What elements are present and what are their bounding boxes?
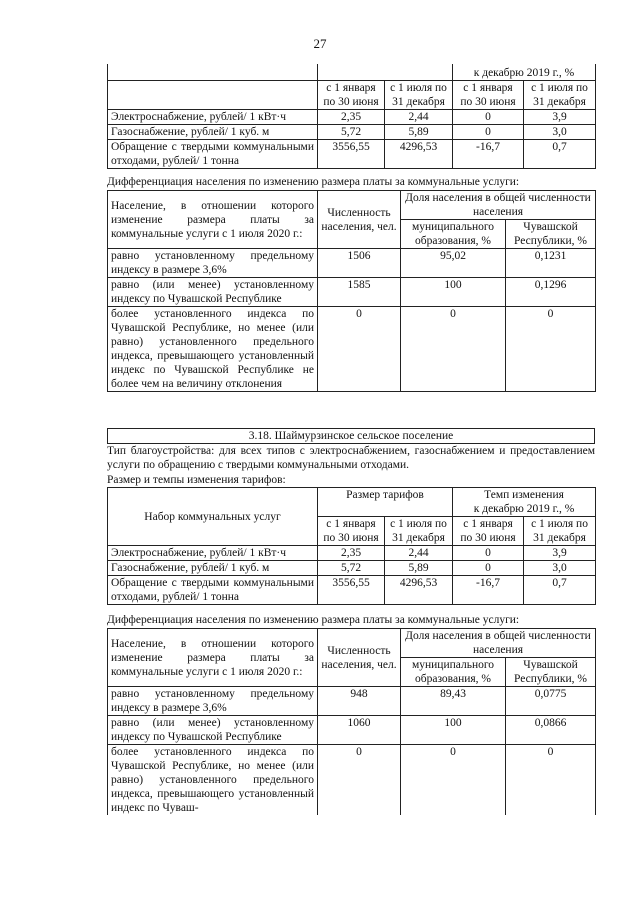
service-name: Электроснабжение, рублей/ 1 кВт·ч — [108, 110, 318, 125]
population-header: Население, в отношении которого изменение размера платы за коммунальные услуги с 1 июля 2020 г.: — [108, 629, 318, 687]
table-row — [108, 140, 596, 169]
tariff-period-row — [108, 81, 596, 110]
service-name: Газоснабжение, рублей/ 1 куб. м — [108, 125, 318, 140]
service-name: Электроснабжение, рублей/ 1 кВт·ч — [108, 546, 318, 561]
tariff-value: 4296,53 — [385, 140, 453, 169]
diff-share-mun: 100 — [401, 716, 506, 745]
table-row — [108, 278, 596, 307]
period-header: с 1 января по 30 июня — [318, 517, 385, 546]
diff-share-mun: 89,43 — [401, 687, 506, 716]
tariff-value: 3556,55 — [318, 140, 385, 169]
table-row — [108, 307, 596, 392]
section-title: 3.18. Шаймурзинское сельское поселение — [107, 428, 595, 444]
tariff-table-b — [107, 487, 596, 605]
tariff-value: 2,44 — [385, 110, 453, 125]
rate-value: 3,9 — [524, 110, 596, 125]
table-row — [108, 110, 596, 125]
rate-value: 3,0 — [524, 561, 596, 576]
diff-count: 1585 — [318, 278, 401, 307]
tariff-value: 5,89 — [385, 125, 453, 140]
diff-table-a — [107, 190, 596, 392]
diff-count: 0 — [318, 745, 401, 816]
table-row — [108, 687, 596, 716]
service-name: Газоснабжение, рублей/ 1 куб. м — [108, 561, 318, 576]
population-header: Население, в отношении которого изменение размера платы за коммунальные услуги с 1 июля 2020 г.: — [108, 191, 318, 249]
period-header: с 1 января по 30 июня — [453, 81, 524, 110]
diff-share-rep: 0 — [506, 745, 596, 816]
rate-group-label: к декабрю 2019 г., % — [473, 67, 575, 79]
diff-share-mun: 95,02 — [401, 249, 506, 278]
diff-share-mun: 0 — [401, 745, 506, 816]
diff-share-rep: 0,0775 — [506, 687, 596, 716]
service-header-cell — [108, 81, 318, 110]
table-row — [108, 561, 596, 576]
period-header: с 1 июля по 31 декабря — [385, 81, 453, 110]
tariff-value: 2,35 — [318, 546, 385, 561]
diff-share-rep: 0,1231 — [506, 249, 596, 278]
diff-label: равно (или менее) установленному индексу по Чувашской Республике — [108, 716, 318, 745]
period-header: с 1 июля по 31 декабря — [524, 81, 596, 110]
diff-title: Дифференциация населения по изменению размера платы за коммунальные услуги: — [107, 176, 520, 188]
diff-label: более установленного индекса по Чувашской Республике, но менее (или равно) установленного предельного индекса, превышающего установленный индекс по Чувашской Республике не более чем на величину отклонения — [108, 307, 318, 392]
rate-value: -16,7 — [453, 140, 524, 169]
diff-title: Дифференциация населения по изменению размера платы за коммунальные услуги: — [107, 614, 520, 626]
diff-share-rep: 0,0866 — [506, 716, 596, 745]
table-row — [108, 716, 596, 745]
size-group-header: Размер тарифов — [318, 488, 453, 517]
table-row — [108, 576, 596, 605]
page-number: 27 — [313, 36, 327, 51]
type-text: Тип благоустройства: для всех типов с электроснабжением, газоснабжением и предоставлением услуги по обращению с твердыми коммунальными отходами. — [107, 445, 595, 471]
diff-share-rep: 0 — [506, 307, 596, 392]
tariff-header-row — [108, 488, 596, 517]
tariff-value: 4296,53 — [385, 576, 453, 605]
period-header: с 1 июля по 31 декабря — [524, 517, 596, 546]
service-header-cell — [108, 64, 318, 81]
diff-share-rep: 0,1296 — [506, 278, 596, 307]
table-row — [108, 249, 596, 278]
size-header-cell — [318, 64, 453, 81]
tariff-value: 2,35 — [318, 110, 385, 125]
diff-label: более установленного индекса по Чувашской Республике, но менее (или равно) установленного предельного индекса, превышающего установленный индекс по Чуваш- — [108, 745, 318, 816]
share-mun-header: муниципального образования, % — [401, 220, 506, 249]
share-mun-header: муниципального образования, % — [401, 658, 506, 687]
service-name: Обращение с твердыми коммунальными отходами, рублей/ 1 тонна — [108, 140, 318, 169]
service-header: Набор коммунальных услуг — [108, 488, 318, 546]
diff-count: 0 — [318, 307, 401, 392]
service-name: Обращение с твердыми коммунальными отходами, рублей/ 1 тонна — [108, 576, 318, 605]
diff-count: 1506 — [318, 249, 401, 278]
diff-count: 948 — [318, 687, 401, 716]
diff-table-b — [107, 628, 596, 815]
table-row — [108, 745, 596, 816]
rate-header-cell — [453, 64, 596, 81]
share-rep-header: Чувашской Республики, % — [506, 658, 596, 687]
diff-share-mun: 0 — [401, 307, 506, 392]
diff-count: 1060 — [318, 716, 401, 745]
table-row — [108, 546, 596, 561]
share-rep-header: Чувашской Республики, % — [506, 220, 596, 249]
share-group-header: Доля населения в общей численности населения — [401, 629, 596, 658]
tariff-value: 2,44 — [385, 546, 453, 561]
rate-value: 0,7 — [524, 576, 596, 605]
rate-value: 0 — [453, 546, 524, 561]
rate-group-header: Темп изменения к декабрю 2019 г., % — [453, 488, 596, 517]
period-header: с 1 января по 30 июня — [453, 517, 524, 546]
tariff-header-row — [108, 64, 596, 81]
rate-value: 0 — [453, 110, 524, 125]
diff-label: равно установленному предельному индексу в размере 3,6% — [108, 687, 318, 716]
period-header: с 1 января по 30 июня — [318, 81, 385, 110]
diff-label: равно установленному предельному индексу в размере 3,6% — [108, 249, 318, 278]
count-header: Численность населения, чел. — [318, 191, 401, 249]
count-header: Численность населения, чел. — [318, 629, 401, 687]
tariff-value: 5,72 — [318, 561, 385, 576]
diff-header-row — [108, 629, 596, 658]
size-text: Размер и темпы изменения тарифов: — [107, 474, 286, 486]
tariff-value: 3556,55 — [318, 576, 385, 605]
diff-label: равно (или менее) установленному индексу по Чувашской Республике — [108, 278, 318, 307]
rate-value: 3,0 — [524, 125, 596, 140]
rate-value: 3,9 — [524, 546, 596, 561]
rate-value: -16,7 — [453, 576, 524, 605]
share-group-header: Доля населения в общей численности населения — [401, 191, 596, 220]
tariff-value: 5,89 — [385, 561, 453, 576]
period-header: с 1 июля по 31 декабря — [385, 517, 453, 546]
rate-value: 0 — [453, 561, 524, 576]
table-row — [108, 125, 596, 140]
tariff-value: 5,72 — [318, 125, 385, 140]
diff-header-row — [108, 191, 596, 220]
tariff-table-a — [107, 64, 596, 169]
diff-share-mun: 100 — [401, 278, 506, 307]
rate-value: 0,7 — [524, 140, 596, 169]
rate-value: 0 — [453, 125, 524, 140]
